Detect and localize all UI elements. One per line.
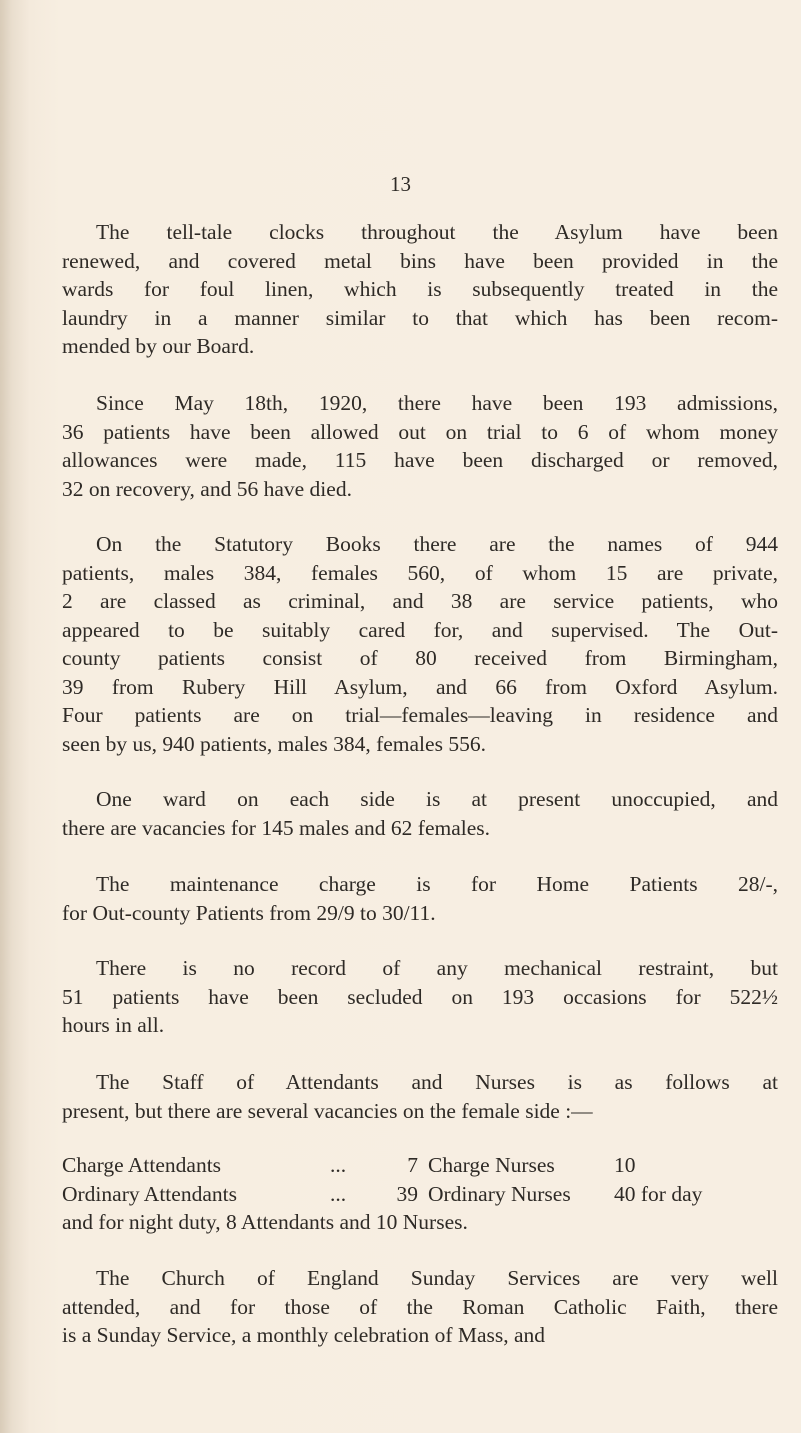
text-line: On the Statutory Books there are the names of 944 — [96, 532, 778, 556]
paragraph — [62, 1068, 778, 1125]
staff-row — [62, 1151, 801, 1180]
text-line: appeared to be suitably cared for, and supervised. The Out- — [62, 617, 778, 642]
dot-leader: ... — [330, 1182, 347, 1206]
text-line: Since May 18th, 1920, there have been 193 admissions, — [96, 391, 778, 415]
text-line: seen by us, 940 patients, males 384, females 556. — [62, 731, 486, 756]
staff-row — [62, 1180, 801, 1209]
text-line: present, but there are several vacancies on the female side :— — [62, 1098, 593, 1123]
text-line: mended by our Board. — [62, 334, 255, 358]
dot-leader: ... — [330, 1153, 347, 1177]
text-line: laundry in a manner similar to that which has been recom- — [62, 305, 778, 330]
text-line: patients, males 384, females 560, of whom 15 are private, — [62, 560, 778, 585]
text-line: is a Sunday Service, a monthly celebration of Mass, and — [62, 1323, 546, 1347]
staff-role: Charge Attendants — [62, 1153, 222, 1177]
text-line: 2 are classed as criminal, and 38 are service patients, who — [62, 589, 778, 613]
paragraph — [62, 870, 778, 927]
text-line: 36 patients have been allowed out on trial to 6 of whom money — [62, 419, 778, 444]
text-line: The tell-tale clocks throughout the Asylum have been — [96, 220, 778, 244]
paragraph — [62, 1264, 778, 1350]
text-line: 39 from Rubery Hill Asylum, and 66 from Oxford Asylum. — [62, 674, 778, 699]
staff-role: Ordinary Attendants — [62, 1182, 237, 1206]
nurse-count: 40 for day — [614, 1182, 703, 1206]
text-line: hours in all. — [62, 1013, 165, 1037]
paragraph — [62, 785, 778, 842]
staff-note — [62, 1208, 778, 1237]
text-line: The Church of England Sunday Services are very well — [96, 1266, 778, 1290]
text-line: There is no record of any mechanical restraint, but — [96, 956, 778, 980]
text-line: attended, and for those of the Roman Catholic Faith, there — [62, 1294, 778, 1319]
text-line: county patients consist of 80 received from Birmingham, — [62, 646, 778, 670]
text-line: 32 on recovery, and 56 have died. — [62, 476, 352, 501]
text-line: and for night duty, 8 Attendants and 10 Nurses. — [62, 1210, 468, 1234]
text-line: allowances were made, 115 have been discharged or removed, — [62, 448, 778, 472]
nurse-count: 10 — [614, 1153, 636, 1177]
text-line: renewed, and covered metal bins have been provided in the — [62, 248, 778, 273]
paragraph — [62, 530, 778, 758]
text-line: One ward on each side is at present unoccupied, and — [96, 787, 778, 811]
nurse-role: Ordinary Nurses — [428, 1182, 571, 1206]
page-number: 13 — [390, 172, 411, 196]
paragraph — [62, 389, 778, 503]
text-line: The maintenance charge is for Home Patients 28/-, — [96, 872, 778, 896]
staff-count: 7 — [407, 1153, 418, 1177]
text-line: 51 patients have been secluded on 193 occasions for 522½ — [62, 984, 778, 1009]
paragraph — [62, 954, 778, 1040]
text-line: there are vacancies for 145 males and 62 females. — [62, 815, 491, 840]
text-line: wards for foul linen, which is subsequently treated in the — [62, 277, 778, 301]
text-line: for Out-county Patients from 29/9 to 30/11. — [62, 900, 436, 925]
text-line: The Staff of Attendants and Nurses is as follows at — [96, 1070, 778, 1094]
text-line: Four patients are on trial—females—leaving in residence and — [62, 703, 778, 727]
paragraph — [62, 218, 778, 361]
nurse-role: Charge Nurses — [428, 1153, 555, 1177]
staff-count: 39 — [396, 1182, 418, 1206]
